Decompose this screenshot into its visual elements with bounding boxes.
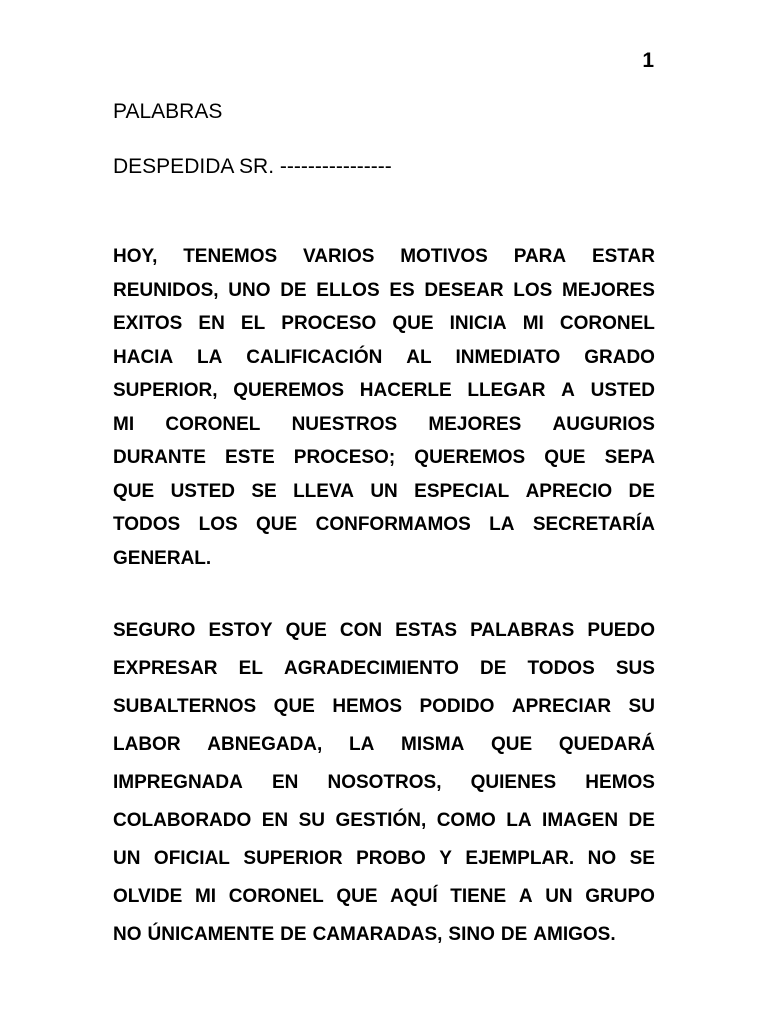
line-word: QUEREMOS [233,380,345,401]
line-word: HEMOS [332,696,402,717]
line-word: AGRADECIMIENTO [284,658,459,679]
line-word: TIENE [450,886,507,907]
line-word: PUEDO [587,620,655,641]
line-word: APRECIAR [511,696,612,717]
line-word: UN [545,886,573,907]
line-word: QUE [544,447,586,468]
line-word: QUEREMOS [414,447,526,468]
document-heading: PALABRAS [113,100,223,123]
line-word: PARA [513,246,567,267]
line-word: ELLOS [316,279,380,301]
line-word: LOS [513,279,553,301]
line-word: CAMARADAS, [312,924,443,945]
line-word: PROCESO [281,313,377,334]
line-word: PROBO [356,848,426,869]
line-word: COMO [436,810,496,831]
paragraph-line [113,612,655,650]
line-word: LA [506,810,532,831]
paragraph-line [113,341,655,375]
paragraph-line [113,274,655,308]
line-word: DURANTE [113,447,206,468]
line-word: VARIOS [302,246,375,267]
line-word: ESPECIAL [414,480,510,502]
paragraph-line [113,726,655,764]
paragraph-line [113,802,655,840]
line-word: QUIENES [470,772,557,793]
line-word: QUE [491,734,533,755]
line-word: CORONEL [165,413,261,435]
paragraph-line [113,240,655,274]
line-word: PROCESO; [293,447,396,468]
line-word: OLVIDE [113,886,183,907]
line-word: GENERAL. [113,547,212,569]
paragraph-line [113,542,655,576]
line-word: GESTIÓN, [335,810,427,831]
line-word: PODIDO [419,696,495,717]
line-word: UNO [228,279,271,301]
paragraph-line [113,408,655,442]
line-word: COLABORADO [113,810,252,831]
line-word: CALIFICACIÓN [246,346,383,368]
line-word: MI [113,413,135,435]
line-word: OFICIAL [153,848,230,869]
line-word: HACERLE [359,380,452,401]
line-word: QUE [256,514,298,535]
line-word: IMPREGNADA [113,772,243,793]
line-word: EXPRESAR [113,658,218,679]
line-word: LA [197,346,223,368]
line-word: QUEDARÁ [558,734,655,755]
line-word: NO [587,848,617,869]
line-word: ÚNICAMENTE [147,924,275,945]
line-word: DE [628,480,655,502]
line-word: A [561,380,575,401]
line-word: EN [271,772,299,793]
line-word: LABOR [113,734,181,755]
paragraph-line [113,508,655,542]
line-word: CORONEL [228,886,324,907]
paragraph-line [113,916,655,954]
line-word: AL [406,346,432,368]
line-word: SUS [615,658,655,679]
line-word: SU [628,696,655,717]
line-word: EN [261,810,289,831]
line-word: TODOS [113,514,181,535]
paragraph-line [113,650,655,688]
line-word: QUE [392,313,434,334]
line-word: CON [339,620,383,641]
line-word: IMAGEN [542,810,619,831]
line-word: CORONEL [559,313,655,334]
line-word: SECRETARÍA [532,514,655,535]
line-word: NO [113,924,142,945]
line-word: LLEVA [293,480,354,502]
line-word: SUPERIOR, [113,380,218,401]
line-word: LOS [198,514,238,535]
line-word: DE [480,658,507,679]
line-word: ESTAS [395,620,458,641]
line-word: REUNIDOS, [113,279,219,301]
line-word: QUE [273,696,315,717]
paragraph-line [113,764,655,802]
line-word: LLEGAR [467,380,546,401]
line-word: HOY, [113,246,158,267]
line-word: Y [439,848,452,869]
paragraph-line [113,441,655,475]
line-word: HEMOS [585,772,655,793]
line-word: SUPERIOR [243,848,343,869]
line-word: EL [238,658,263,679]
line-word: A [518,886,533,907]
paragraph-two [113,612,655,954]
line-word: PALABRAS [470,620,575,641]
line-word: NUESTROS [291,413,398,435]
line-word: MOTIVOS [400,246,488,267]
paragraph-line [113,878,655,916]
line-word: SE [251,480,277,502]
line-word: USTED [170,480,235,502]
line-word: CONFORMAMOS [315,514,471,535]
line-word: NOSOTROS, [327,772,442,793]
line-word: MI [522,313,544,334]
line-word: QUE [113,480,155,502]
line-word: DE [280,279,307,301]
line-word: EN [198,313,225,334]
line-word: INICIA [449,313,507,334]
paragraph-line [113,307,655,341]
line-word: ESTE [225,447,275,468]
line-word: SEGURO [113,620,196,641]
line-word: MISMA [401,734,465,755]
line-word: EXITOS [113,313,183,334]
line-word: DESEAR [424,279,504,301]
line-word: GRUPO [585,886,655,907]
line-word: SE [629,848,655,869]
line-word: SU [298,810,325,831]
line-word: QUE [285,620,327,641]
document-subheading: DESPEDIDA SR. ---------------- [113,155,392,178]
line-word: GRADO [584,346,655,368]
line-word: SUBALTERNOS [113,696,257,717]
line-word: UN [370,480,398,502]
line-word: HACIA [113,346,174,368]
line-word: ESTAR [591,246,655,267]
line-word: LA [489,514,515,535]
paragraph-line [113,475,655,509]
line-word: ES [389,279,415,301]
line-word: AUGURIOS [552,413,655,435]
line-word: MEJORES [561,279,655,301]
line-word: DE [280,924,307,945]
line-word: MI [194,886,217,907]
line-word: TODOS [527,658,595,679]
line-word: SINO [448,924,495,945]
line-word: INMEDIATO [455,346,561,368]
line-word: AMIGOS. [533,924,616,945]
line-word: SEPA [604,447,655,468]
line-word: LA [349,734,375,755]
page-number: 1 [642,49,654,72]
line-word: APRECIO [525,480,613,502]
paragraph-line [113,374,655,408]
line-word: EJEMPLAR. [465,848,575,869]
paragraph-line [113,840,655,878]
line-word: UN [113,848,141,869]
line-word: ABNEGADA, [207,734,323,755]
line-word: ESTOY [208,620,273,641]
line-word: TENEMOS [183,246,278,267]
line-word: DE [500,924,528,945]
line-word: MEJORES [428,413,522,435]
line-word: AQUÍ [390,886,438,907]
paragraph-one [113,240,655,575]
line-word: DE [628,810,655,831]
line-word: QUE [336,886,378,907]
paragraph-line [113,688,655,726]
line-word: EL [240,313,266,334]
line-word: USTED [590,380,655,401]
